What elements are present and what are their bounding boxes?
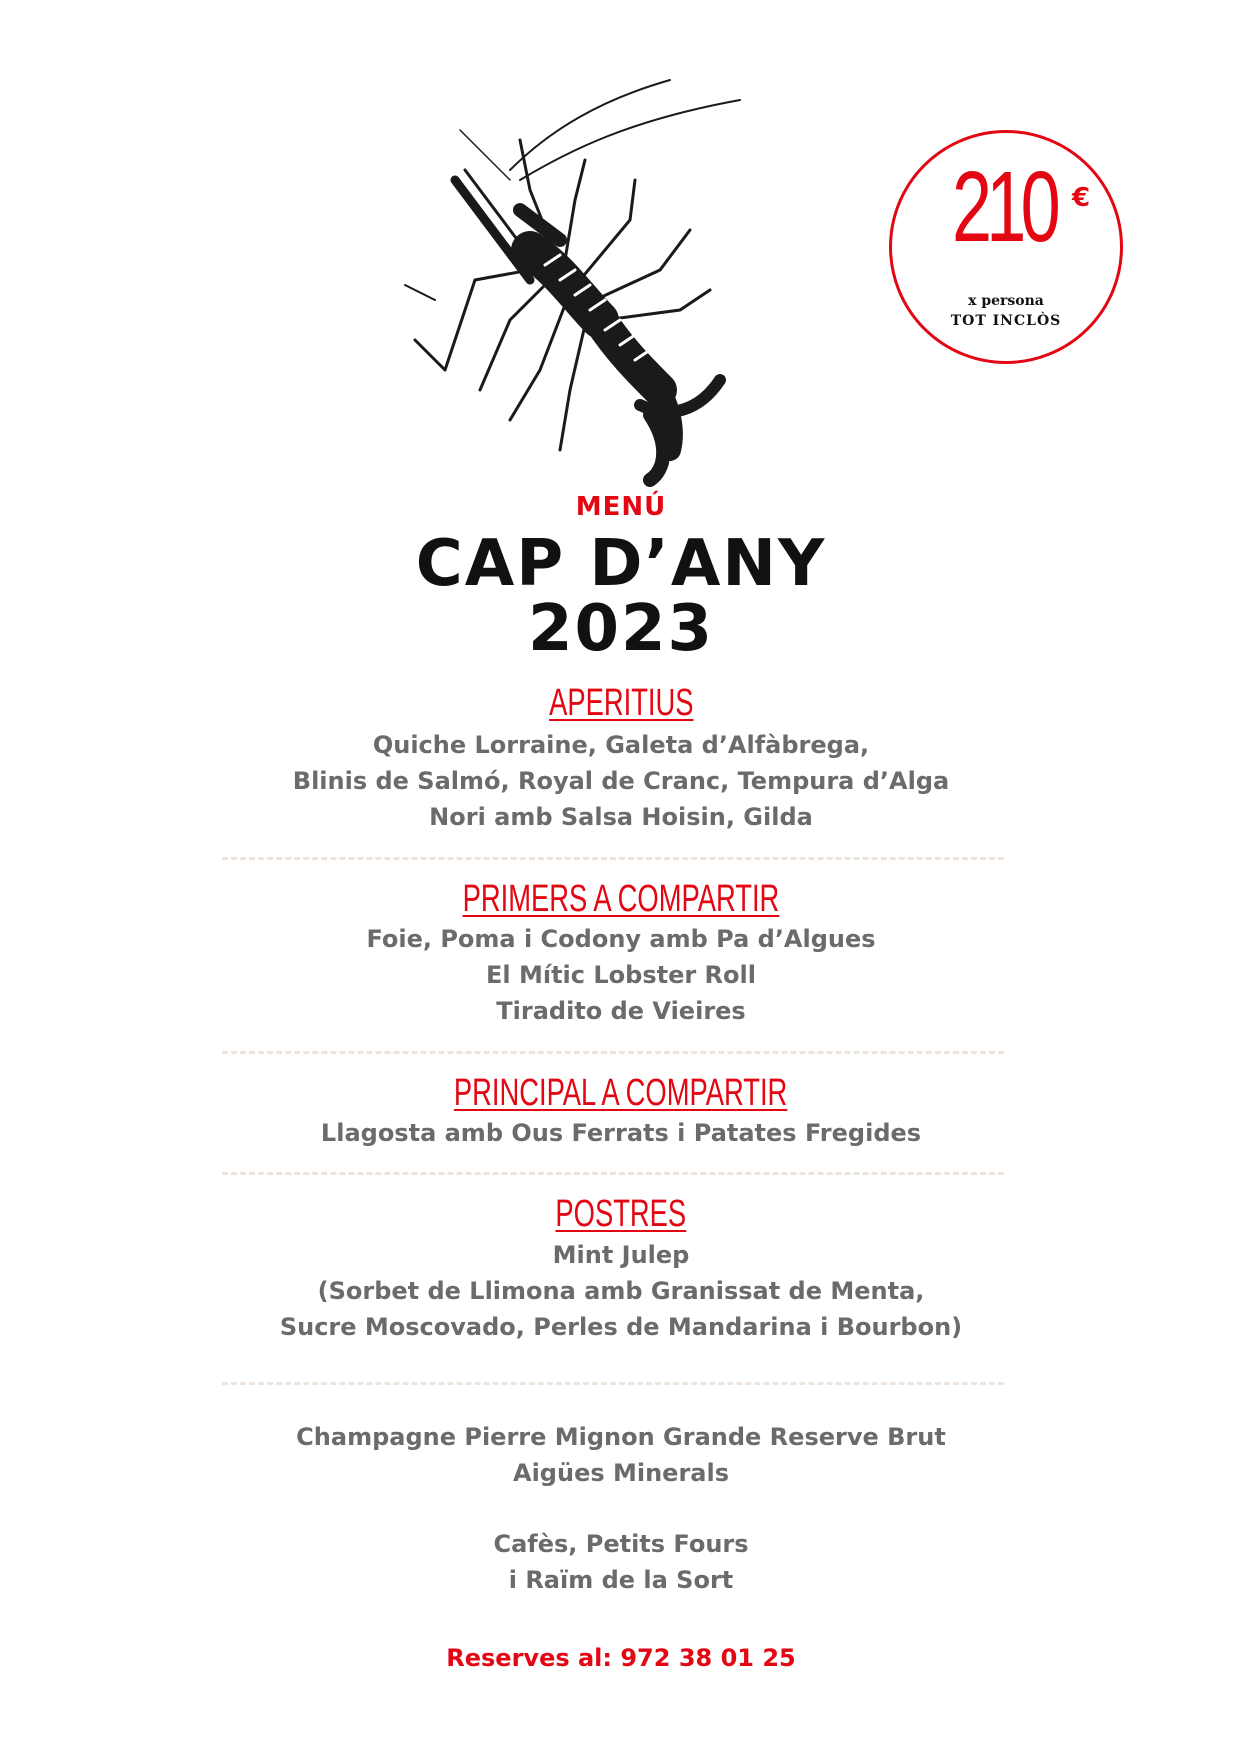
divider [222,1172,1004,1175]
section-heading-principal: PRINCIPAL A COMPARTIR [454,1072,788,1114]
menu-item: (Sorbet de Llimona amb Granissat de Menta, [317,1277,925,1305]
page-title-year: 2023 [527,592,715,666]
menu-item: Llagosta amb Ous Ferrats i Patates Fregides [320,1119,922,1147]
price-amount: 210 [952,151,1055,263]
divider [222,857,1004,860]
menu-item: Nori amb Salsa Hoisin, Gilda [429,803,813,831]
section-heading-aperitius: APERITIUS [548,682,694,724]
divider [222,1051,1004,1054]
divider [222,1382,1004,1385]
menu-item: Mint Julep [552,1241,690,1269]
section-heading-primers: PRIMERS A COMPARTIR [462,878,780,920]
page-title: CAP D’ANY [415,527,827,601]
extra-item: Cafès, Petits Fours [493,1530,749,1558]
menu-item: Blinis de Salmó, Royal de Cranc, Tempura d’Alga [292,767,950,795]
drink-item: Aigües Minerals [513,1459,729,1487]
menu-item: Sucre Moscovado, Perles de Mandarina i Bourbon) [279,1313,963,1341]
lobster-illustration [400,70,820,490]
menu-item: Tiradito de Vieires [496,997,746,1025]
section-heading-postres: POSTRES [555,1193,687,1235]
menu-item: Foie, Poma i Codony amb Pa d’Algues [366,925,876,953]
extra-item: i Raïm de la Sort [508,1566,734,1594]
price-badge [889,130,1123,364]
drink-item: Champagne Pierre Mignon Grande Reserve Brut [296,1423,946,1451]
price-all-included: TOT INCLÒS [950,313,1062,329]
reservations-phone[interactable]: Reserves al: 972 38 01 25 [446,1644,796,1672]
menu-item: El Mític Lobster Roll [486,961,756,989]
menu-label: MENÚ [575,492,667,522]
price-per-person: x persona [968,293,1044,309]
menu-item: Quiche Lorraine, Galeta d’Alfàbrega, [372,731,870,759]
price-currency: € [1072,183,1091,213]
